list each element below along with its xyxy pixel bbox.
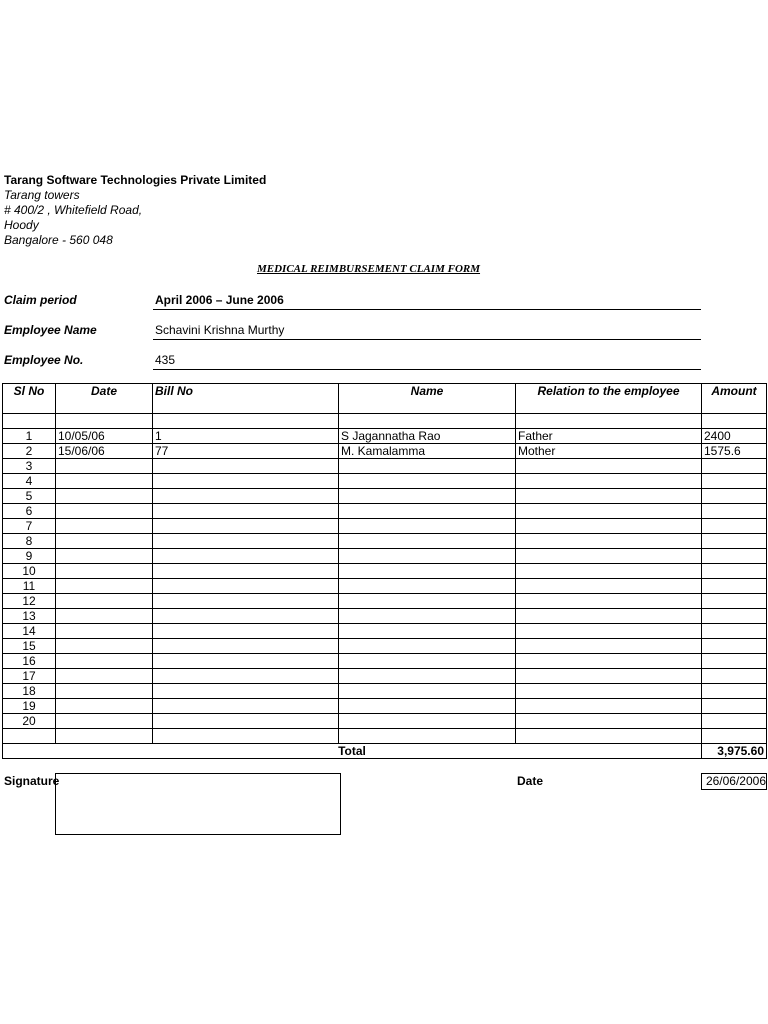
cell-amount [702, 609, 767, 624]
table-row [3, 654, 767, 669]
table-row [3, 579, 767, 594]
cell-date: 10/05/06 [56, 429, 153, 444]
cell-bill [153, 474, 339, 489]
cell-sl: 9 [3, 549, 56, 564]
cell-sl: 5 [3, 489, 56, 504]
cell-amount [702, 549, 767, 564]
cell-date [56, 594, 153, 609]
table-row [3, 624, 767, 639]
table-row [3, 519, 767, 534]
cell-relation [516, 669, 702, 684]
cell-sl: 4 [3, 474, 56, 489]
cell-sl: 20 [3, 714, 56, 729]
cell-amount [702, 594, 767, 609]
date-label: Date [517, 774, 544, 788]
cell-amount [702, 714, 767, 729]
cell-date: 15/06/06 [56, 444, 153, 459]
cell-sl: 16 [3, 654, 56, 669]
cell-bill [153, 564, 339, 579]
cell-bill [153, 684, 339, 699]
cell-date [56, 699, 153, 714]
table-row [3, 444, 767, 459]
cell-relation [516, 549, 702, 564]
cell-name: S Jagannatha Rao [339, 429, 516, 444]
cell-amount [702, 534, 767, 549]
cell-name [339, 519, 516, 534]
cell-amount [702, 504, 767, 519]
address-line-3: Hoody [4, 218, 39, 232]
claim-period-value: April 2006 – June 2006 [155, 293, 284, 307]
cell-amount [702, 669, 767, 684]
cell-sl: 3 [3, 459, 56, 474]
cell-relation [516, 489, 702, 504]
table-header-row [3, 384, 767, 414]
table-row [3, 459, 767, 474]
cell-amount [702, 699, 767, 714]
cell-date [56, 714, 153, 729]
table-spacer-row [3, 729, 767, 744]
claim-period-label: Claim period [4, 293, 77, 307]
cell-relation [516, 534, 702, 549]
cell-sl: 11 [3, 579, 56, 594]
cell-amount: 1575.6 [702, 444, 767, 459]
cell-relation [516, 684, 702, 699]
cell-date [56, 534, 153, 549]
cell-date [56, 609, 153, 624]
table-row [3, 699, 767, 714]
cell-amount [702, 564, 767, 579]
table-row [3, 534, 767, 549]
cell-date [56, 564, 153, 579]
cell-amount [702, 519, 767, 534]
cell-name [339, 684, 516, 699]
cell-bill [153, 594, 339, 609]
cell-relation: Mother [516, 444, 702, 459]
cell-bill [153, 639, 339, 654]
cell-sl: 8 [3, 534, 56, 549]
cell-sl: 14 [3, 624, 56, 639]
signature-box[interactable] [55, 773, 341, 835]
date-value[interactable]: 26/06/2006 [701, 773, 767, 790]
employee-name-underline [153, 339, 701, 340]
cell-relation [516, 564, 702, 579]
table-row [3, 474, 767, 489]
cell-name [339, 594, 516, 609]
table-row [3, 429, 767, 444]
table-row [3, 609, 767, 624]
table-row [3, 639, 767, 654]
header-name: Name [339, 384, 516, 414]
total-label: Total [3, 744, 702, 759]
form-title: MEDICAL REIMBURSEMENT CLAIM FORM [257, 263, 481, 275]
cell-sl: 7 [3, 519, 56, 534]
cell-date [56, 639, 153, 654]
cell-name [339, 474, 516, 489]
table-row [3, 714, 767, 729]
cell-sl: 15 [3, 639, 56, 654]
cell-sl: 10 [3, 564, 56, 579]
cell-amount [702, 459, 767, 474]
address-line-1: Tarang towers [4, 188, 80, 202]
table-row [3, 684, 767, 699]
header-bill-no: Bill No [153, 384, 339, 414]
cell-relation [516, 504, 702, 519]
header-amount: Amount [702, 384, 767, 414]
cell-sl: 12 [3, 594, 56, 609]
cell-date [56, 654, 153, 669]
cell-relation [516, 474, 702, 489]
cell-amount [702, 684, 767, 699]
cell-bill [153, 624, 339, 639]
cell-relation [516, 594, 702, 609]
signature-label: Signature [4, 774, 60, 788]
header-sl-no: Sl No [3, 384, 56, 414]
cell-bill [153, 669, 339, 684]
cell-date [56, 684, 153, 699]
cell-bill [153, 549, 339, 564]
cell-name [339, 489, 516, 504]
cell-relation [516, 519, 702, 534]
cell-bill [153, 714, 339, 729]
address-line-4: Bangalore - 560 048 [4, 233, 113, 247]
address-line-2: # 400/2 , Whitefield Road, [4, 203, 143, 217]
table-row [3, 489, 767, 504]
cell-bill [153, 579, 339, 594]
cell-name [339, 459, 516, 474]
cell-name [339, 714, 516, 729]
cell-date [56, 579, 153, 594]
cell-name: M. Kamalamma [339, 444, 516, 459]
cell-relation [516, 459, 702, 474]
cell-bill [153, 654, 339, 669]
cell-bill: 77 [153, 444, 339, 459]
cell-relation [516, 699, 702, 714]
cell-sl: 19 [3, 699, 56, 714]
total-value: 3,975.60 [702, 744, 767, 759]
employee-no-label: Employee No. [4, 353, 84, 367]
cell-date [56, 459, 153, 474]
cell-date [56, 519, 153, 534]
cell-date [56, 489, 153, 504]
header-relation: Relation to the employee [516, 384, 702, 414]
cell-date [56, 669, 153, 684]
cell-date [56, 549, 153, 564]
cell-date [56, 624, 153, 639]
cell-relation [516, 714, 702, 729]
company-name: Tarang Software Technologies Private Limited [4, 173, 267, 187]
table-row [3, 549, 767, 564]
cell-bill [153, 459, 339, 474]
cell-relation [516, 579, 702, 594]
table-row [3, 504, 767, 519]
cell-name [339, 654, 516, 669]
cell-amount [702, 489, 767, 504]
cell-amount: 2400 [702, 429, 767, 444]
employee-name-label: Employee Name [4, 323, 97, 337]
cell-bill [153, 699, 339, 714]
cell-sl: 6 [3, 504, 56, 519]
cell-bill [153, 504, 339, 519]
table-total-row [3, 744, 767, 759]
cell-sl: 18 [3, 684, 56, 699]
cell-sl: 17 [3, 669, 56, 684]
header-date: Date [56, 384, 153, 414]
claim-period-underline [153, 309, 701, 310]
cell-bill [153, 534, 339, 549]
cell-amount [702, 624, 767, 639]
cell-relation [516, 654, 702, 669]
cell-name [339, 504, 516, 519]
cell-sl: 1 [3, 429, 56, 444]
cell-name [339, 549, 516, 564]
cell-name [339, 669, 516, 684]
cell-sl: 2 [3, 444, 56, 459]
cell-date [56, 504, 153, 519]
cell-name [339, 579, 516, 594]
cell-amount [702, 474, 767, 489]
table-spacer-row [3, 414, 767, 429]
cell-name [339, 534, 516, 549]
cell-amount [702, 654, 767, 669]
employee-no-underline [153, 369, 701, 370]
cell-amount [702, 639, 767, 654]
table-row [3, 564, 767, 579]
cell-relation [516, 639, 702, 654]
claims-table [2, 383, 767, 759]
cell-relation [516, 624, 702, 639]
cell-name [339, 624, 516, 639]
cell-name [339, 564, 516, 579]
cell-bill [153, 489, 339, 504]
table-row [3, 594, 767, 609]
cell-name [339, 639, 516, 654]
cell-name [339, 699, 516, 714]
cell-relation [516, 609, 702, 624]
cell-relation: Father [516, 429, 702, 444]
cell-bill [153, 609, 339, 624]
employee-no-value: 435 [155, 353, 176, 367]
cell-date [56, 474, 153, 489]
employee-name-value: Schavini Krishna Murthy [155, 323, 285, 337]
cell-sl: 13 [3, 609, 56, 624]
table-row [3, 669, 767, 684]
cell-amount [702, 579, 767, 594]
cell-bill [153, 519, 339, 534]
cell-name [339, 609, 516, 624]
cell-bill: 1 [153, 429, 339, 444]
